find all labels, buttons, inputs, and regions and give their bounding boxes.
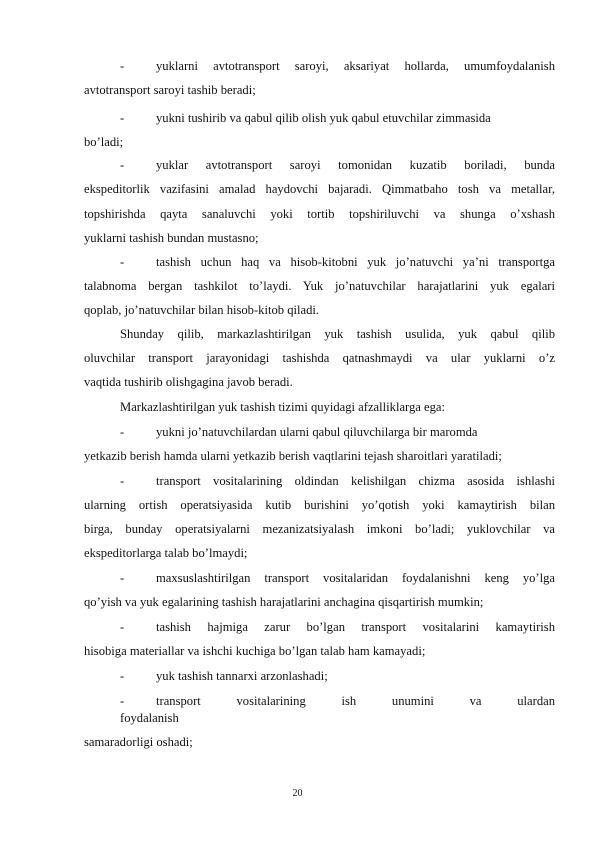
list-item-text: yuklarni avtotransport saroyi, aksariyat hollarda, umumfoydalanish	[156, 59, 555, 73]
paragraph-line: talabnoma bergan tashkilot to’laydi. Yuk jo’natuvchilar harajatlarini yuk egalari	[84, 279, 555, 293]
paragraph-line: hisobiga materiallar va ishchi kuchiga bo’lgan talab ham kamayadi;	[84, 644, 426, 658]
list-item-text: yuklar avtotransport saroyi tomonidan kuzatib boriladi, bunda	[156, 158, 555, 172]
paragraph-line: Shunday qilib, markazlashtirilgan yuk tashish usulida, yuk qabul qilib	[120, 327, 555, 341]
paragraph-line: Markazlashtirilgan yuk tashish tizimi quyidagi afzalliklarga ega:	[120, 400, 446, 414]
paragraph-line: foydalanish	[120, 711, 179, 725]
paragraph-line: ularning ortish operatsiyasida kutib burishini yo’qotish yoki kamaytirish bilan	[84, 498, 555, 512]
paragraph-line: avtotransport saroyi tashib beradi;	[84, 83, 256, 97]
paragraph-line: ekspeditorlarga talab bo’lmaydi;	[84, 546, 248, 560]
paragraph-line: bo’ladi;	[84, 135, 124, 149]
page-number: 20	[292, 788, 303, 799]
bullet-dash: -	[120, 620, 125, 634]
list-item-text: tashish uchun haq va hisob-kitobni yuk jo’natuvchi ya’ni transportga	[156, 255, 555, 269]
bullet-dash: -	[120, 255, 125, 269]
bullet-dash: -	[120, 59, 125, 73]
bullet-dash: -	[120, 111, 125, 125]
paragraph-line: yetkazib berish hamda ularni yetkazib berish vaqtlarini tejash sharoitlari yaratiladi;	[84, 449, 502, 463]
list-item-text: yukni jo’natuvchilardan ularni qabul qiluvchilarga bir maromda	[156, 425, 478, 439]
paragraph-line: samaradorligi oshadi;	[84, 735, 193, 749]
list-item-text: maxsuslashtirilgan transport vositalaridan foydalanishni keng yo’lga	[156, 571, 555, 585]
paragraph-line: oluvchilar transport jarayonidagi tashishda qatnashmaydi va ular yuklarni o’z	[84, 351, 555, 365]
bullet-dash: -	[120, 694, 125, 708]
paragraph-line: birga, bunday operatsiyalarni mezanizatsiyalash imkoni bo’ladi; yuklovchilar va	[84, 522, 555, 536]
paragraph-line: qo’yish va yuk egalarining tashish harajatlarini anchagina qisqartirish mumkin;	[84, 595, 484, 609]
list-item-text: transport vositalarining oldindan kelishilgan chizma asosida ishlashi	[156, 474, 555, 488]
list-item-text: tashish hajmiga zarur bo’lgan transport vositalarini kamaytirish	[156, 620, 555, 634]
paragraph-line: vaqtida tushirib olishgagina javob beradi.	[84, 375, 293, 389]
paragraph-line: qoplab, jo’natuvchilar bilan hisob-kitob qiladi.	[84, 303, 320, 317]
bullet-dash: -	[120, 425, 125, 439]
bullet-dash: -	[120, 474, 125, 488]
bullet-dash: -	[120, 571, 125, 585]
bullet-dash: -	[120, 669, 125, 683]
bullet-dash: -	[120, 158, 125, 172]
list-item-text: transport vositalarining ish unumini va ulardan	[156, 694, 555, 708]
paragraph-line: ekspeditorlik vazifasini amalad haydovchi bajaradi. Qimmatbaho tosh va metallar,	[84, 182, 555, 196]
paragraph-line: topshirishda qayta sanaluvchi yoki tortib topshiriluvchi va shunga o’xshash	[84, 207, 555, 221]
list-item-text: yuk tashish tannarxi arzonlashadi;	[156, 669, 328, 683]
list-item-text: yukni tushirib va qabul qilib olish yuk qabul etuvchilar zimmasida	[156, 111, 491, 125]
paragraph-line: yuklarni tashish bundan mustasno;	[84, 231, 259, 245]
